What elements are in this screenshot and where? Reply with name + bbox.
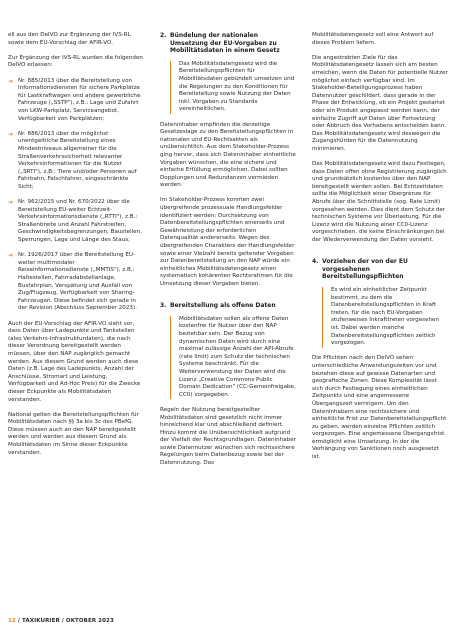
- section-number: 3.: [160, 302, 167, 310]
- arrow-right-icon: ➔: [8, 252, 14, 260]
- highlight-box: [322, 287, 448, 348]
- section-title: Bündelung der nationalen Umsetzung der EU-Vorgaben zu Mobilitätsdaten in einem Gesetz: [170, 32, 280, 55]
- body-paragraph: Regeln der Nutzung bereitgestellter Mobilitätsdaten sind gesetzlich nicht immer hinreichend klar und abschließend definiert. Hinzu kommt die Unübersichtlichkeit aufgrund der Vielfalt der Rechtsgrundlagen. Dateninhaber sowie Datennutzer wünschen sich rechtssichere Regelungen beim Datenbezug sowie bei der Datennutzung. Das: [160, 406, 296, 467]
- body-paragraph: Auch der EU-Vorschlag der AFIR-VO sieht vor, dass Daten über Ladepunkte und Tankstellen (also Verkehrs-Infrastrukturdaten), die nach dieser Verordnung bereitgestellt werden müssen, über den NAP zugänglich gemacht werden. Aus diesem Grund werden auch diese Daten (z.B. Lage des Ladepunkts, Anzahl der Anschlüsse, Stromart und Leistung, Verfügbarkeit und Ad-Hoc Preis) für die Zwecke dieser Eckpunkte als Mobilitätsdaten verstanden.: [8, 320, 141, 403]
- intro-paragraph: ell aus den DelVO zur Ergänzung der IVS-RL sowie dem EU-Vorschlag der AFIR-VO.: [8, 32, 131, 46]
- magazine-name: TAXIKURIER: [22, 618, 60, 624]
- section-heading: [312, 258, 448, 281]
- body-paragraph: National gelten die Bereitstellungspflichten für Mobilitätsdaten nach §§ 3a bis 3c des PBefG. Diese müssen auch an den NAP bereitgestellt werden und werden aus diesem Grund als Mobilitätsdaten im Sinne dieser Eckpunkte verstanden.: [8, 411, 139, 456]
- section-heading: [160, 302, 296, 310]
- issue-date: / OKTOBER 2023: [59, 618, 114, 624]
- column-right: [312, 32, 448, 469]
- body-paragraph: Dateninhaber empfinden die derzeitige Gesetzeslage zu den Bereitstellungspflichten in nationalen und EU-Rechtsakten als unübersichtlich. Aus dem Stakeholder-Prozess ging hervor, dass sich Dateninhaber einheitliche Vorgaben wünschen, die eine sichere und einfache Erfüllung ermöglichen. Dabei sollten Dopplungen und Redundanzen vermieden werden.: [160, 121, 296, 189]
- list-item: [8, 131, 144, 192]
- column-left: [8, 32, 144, 465]
- highlight-box: [170, 61, 296, 114]
- list-item: [8, 199, 144, 245]
- highlight-text: Das Mobilitätsdatengesetz wird die Bereitstellungspflichten für Mobilitätsdaten gebündelt umsetzen und die Regelungen zu den Konditionen für Bereitstellung sowie Nutzung der Daten inkl. Vorgaben zu Standards vereinheitlichen.: [179, 60, 295, 113]
- page-footer: [8, 618, 114, 624]
- list-item-text: Nr. 1926/2017 über die Bereitstellung EU-weiter multimodaler Reiseinformationsdienste („MMTIS"), z.B.: Haltestellen, Fahrradabstellanlage, Busfahrplan, Verspätung und Ausfall von Zug/Flugzeug, Verfügbarkeit von Sharing-Fahrzeugen. Diese befindet sich gerade in der Revision (Abschluss September 2023).: [18, 252, 137, 312]
- section-title: Bereitstellung als offene Daten: [170, 302, 276, 310]
- section-title: Vorziehen der von der EU vorgesehenen Bereitstellungspflichten: [322, 258, 408, 281]
- body-paragraph: Im Stakeholder-Prozess konnten zwei übergreifende prozessuale Handlungsfelder identifiziert werden: Durchsetzung von Datenbereitstellungspflichten einerseits und Gewährleistung der erforderlichen Datenqualität andererseits. Wegen des übergreifenden Charakters der Handlungsfelder sowie einer Vielzahl bereits geltender Vorgaben zur Datenbereitstellung an den NAP würde ein einheitliches Mobilitätsdatengesetz einen systematisch kohärenten Rechtsrahmen für die Umsetzung dieser Vorgaben bieten.: [160, 197, 295, 287]
- body-paragraph: Die Pflichten nach den DelVO sehen unterschiedliche Anwendungszeiten vor und beziehen diese auf gewisse Datenarten und geografische Zonen. Diese Komplexität lässt sich durch Festlegung eines einheitlichen Zeitpunkts und eine angemessene Übergangszeit verringern. Um den Dateninhabern eine rechtssichere und einheitliche Frist zur Datenbereitstellungspflicht zu geben, werden einzelne Pflichten zeitlich vorgezogen. Eine angemessene Übergangsfrist ermöglicht eine Umsetzung. In der die Verhängung von Sanktionen noch ausgesetzt ist.: [312, 355, 447, 461]
- list-item-text: Nr. 885/2013 über die Bereitstellung von Informationsdiensten für sichere Parkplätze für Lastkraftwagen und andere gewerbliche Fahrzeuge („SSTP"), z.B.: Lage und Zufahrt von LKW-Parkplatz, Serviceangebot, Verfügbarkeit von Parkplätzen;: [18, 77, 141, 122]
- arrow-right-icon: ➔: [8, 77, 14, 85]
- highlight-box: [170, 316, 296, 400]
- section-heading: [160, 32, 296, 55]
- column-middle: [160, 32, 296, 475]
- arrow-right-icon: ➔: [8, 199, 14, 207]
- lead-paragraph: Zur Ergänzung der IVS-RL wurden die folgenden DelVO erlassen:: [8, 54, 143, 69]
- list-item: [8, 252, 144, 313]
- list-item-text: Nr. 886/2013 über die möglichst unentgeltliche Bereitstellung eines Mindestniveaus allgemeiner für die Straßenverkehrssicherheit relevanter Verkehrsinformationen für die Nutzer („SRTI"), z.B.: Tiere und/oder Personen auf Fahrbahn, Falschfahrer, eingeschränkte Sicht;: [18, 130, 137, 190]
- highlight-text: Mobilitätsdaten sollen als offene Daten kostenfrei für Nutzer über den NAP beziehbar sein. Der Bezug von dynamischen Daten wird durch eine maximal zulässige Anzahl der API-Abrufe (rate limit) zum Schutz der technischen Systeme beschränkt. Für die Weiterverwendung der Daten wird die Lizenz „Creative Commons Public Domain Dedication" (CC-Gemeinfreigabe, CC0) vorgegeben.: [179, 315, 296, 398]
- arrow-right-icon: ➔: [8, 130, 14, 138]
- section-number: 2.: [160, 32, 167, 39]
- footer-separator: /: [15, 618, 22, 624]
- highlight-text: Es wird ein einheitlicher Zeitpunkt bestimmt, zu dem die Datenbereitstellungspflichten in Kraft treten, für die nach EU-Vorgaben stufenweises Inkrafttreten vorgesehen ist. Dabei werden manche Datenbereitstellungspflichten zeitlich vorgezogen.: [331, 287, 440, 347]
- page-number: 12: [8, 618, 16, 624]
- body-paragraph: Mobilitätsdatengesetz soll eine Antwort auf dieses Problem liefern.: [312, 32, 434, 46]
- section-number: 4.: [312, 258, 319, 266]
- list-item-text: Nr. 962/2015 und Nr. 670/2022 über die Bereitstellung EU-weiter Echtzeit-Verkehrsinformationsdienste („RTTI"), z.B.: Straßenbreite und Anzahl Fahrstreifen, Geschwindigkeitsbegrenzungen, Baustellen, Sperrungen, Lage und Länge des Staus;: [18, 199, 142, 244]
- body-paragraph: Das Mobilitätsdatengesetz wird dazu Festlegen, dass Daten offen ohne Registrierung zugänglich und grundsätzlich kostenlos über den NAP bereitgestellt werden sollen. Bei Echtzeitdaten sollte die Möglichkeit einer Obergrenze für Abrufe über die Schnittstelle (sog. Rate Limit) vorgesehen werden. Dies dient dem Schutz der technischen Systeme vor Überlastung. Für die Lizenz wird die Nutzung einer CC0-Lizenz vorgeschrieben, die keine Einschränkungen bei der Wiederverwendung der Daten vorsieht.: [312, 161, 447, 244]
- body-paragraph: Die angestrebten Ziele für das Mobilitätsdatengesetz lassen sich am besten erreichen, wenn die Daten für potentielle Nutzer möglichst einfach verfügbar sind. Im Stakeholder-Beteiligungsprozess haben Datennutzer geschildert, dass gerade in der Phase der Entwicklung, ob ein Projekt gestartet oder ein Produkt angepasst werden kann, der einfache Zugriff auf Daten über Fortsetzung oder Abbruch des Vorhabens entscheiden kann. Das Mobilitätsdatengesetz wird deswegen die Zugangshürden für die Datennutzung minimieren.: [312, 54, 448, 152]
- list-item: [8, 78, 144, 124]
